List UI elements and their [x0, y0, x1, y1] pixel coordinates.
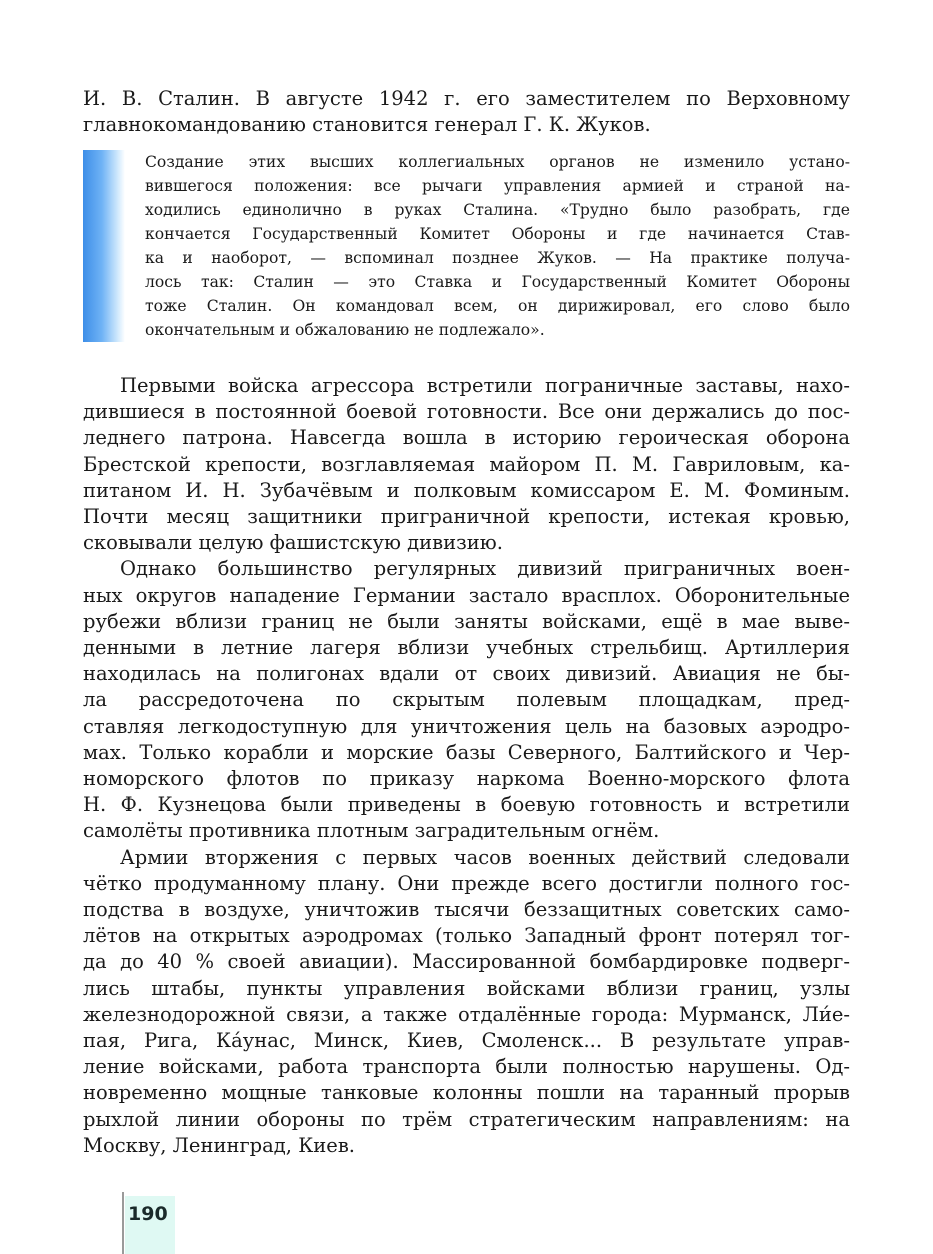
text-line: питаном И. Н. Зубачёвым и полковым комиссаром Е. М. Фоминым.: [83, 478, 850, 502]
quote-box: [83, 150, 850, 342]
quote-text: [145, 150, 850, 342]
text-line: окончательным и обжалованию не подлежало».: [145, 321, 545, 339]
text-line: новременно мощные танковые колонны пошли на таранный прорыв: [83, 1081, 850, 1105]
text-line: И. В. Сталин. В августе 1942 г. его заместителем по Верховному: [83, 87, 850, 110]
text-line: номорского флотов по приказу наркома Военно-морского флота: [83, 767, 850, 791]
intro-text: [83, 86, 850, 138]
text-line: пая, Рига, Ка́унас, Минск, Киев, Смоленск... В результате управ-: [83, 1029, 850, 1053]
text-line: железнодорожной связи, а также отдалённые города: Мурманск, Ли́е-: [83, 1002, 850, 1026]
page-margin-line: [122, 1192, 124, 1254]
text-line: Н. Ф. Кузнецова были приведены в боевую готовность и встретили: [83, 793, 850, 817]
text-line: Армии вторжения с первых часов военных действий следовали: [120, 845, 850, 869]
text-line: ных округов нападение Германии застало врасплох. Оборонительные: [83, 583, 850, 607]
text-line: находилась на полигонах вдали от своих дивизий. Авиация не бы-: [83, 662, 850, 686]
text-line: Почти месяц защитники приграничной крепости, истекая кровью,: [83, 505, 850, 529]
text-line: леднего патрона. Навсегда вошла в историю героическая оборона: [83, 426, 850, 450]
page-number: 190: [128, 1203, 168, 1225]
text-line: Москву, Ленинград, Киев.: [83, 1133, 356, 1157]
text-line: главнокомандованию становится генерал Г. К. Жуков.: [83, 113, 651, 136]
text-line: Брестской крепости, возглавляемая майором П. М. Гавриловым, ка-: [83, 452, 850, 476]
text-line: ление войсками, работа транспорта были полностью нарушены. Од-: [83, 1055, 850, 1079]
text-line: ставляя легкодоступную для уничтожения цель на базовых аэродро-: [83, 714, 850, 738]
paragraph: [83, 845, 850, 1159]
paragraph: [83, 556, 850, 844]
text-line: кончается Государственный Комитет Обороны и где начинается Став-: [145, 225, 850, 243]
text-line: лись штабы, пункты управления войсками вблизи границ, узлы: [83, 976, 850, 1000]
text-line: Первыми войска агрессора встретили пограничные заставы, нахо-: [120, 374, 850, 397]
text-line: самолёты противника плотным заградительным огнём.: [83, 819, 660, 843]
quote-accent-bar: [83, 150, 125, 342]
text-line: сковывали целую фашистскую дивизию.: [83, 531, 503, 555]
text-line: дившиеся в постоянной боевой готовности. Все они держались до пос-: [83, 400, 850, 424]
text-line: мах. Только корабли и морские базы Северного, Балтийского и Чер-: [83, 740, 850, 764]
text-line: рубежи вблизи границ не были заняты войсками, ещё в мае выве-: [83, 609, 850, 633]
text-line: лось так: Сталин — это Ставка и Государственный Комитет Обороны: [145, 273, 850, 291]
text-line: ка и наоборот, — вспоминал позднее Жуков. — На практике получа-: [145, 249, 850, 267]
text-line: рыхлой линии обороны по трём стратегическим направлениям: на: [83, 1107, 850, 1131]
text-line: лётов на открытых аэродромах (только Западный фронт потерял тог-: [83, 924, 850, 948]
text-line: да до 40 % своей авиации). Массированной бомбардировке подверг-: [83, 950, 850, 974]
text-line: вившегося положения: все рычаги управления армией и страной на-: [145, 177, 850, 195]
main-text: [83, 373, 850, 1159]
text-line: денными в летние лагеря вблизи учебных стрельбищ. Артиллерия: [83, 636, 850, 660]
text-line: чётко продуманному плану. Они прежде всего достигли полного гос-: [83, 871, 850, 895]
text-line: ла рассредоточена по скрытым полевым площадкам, пред-: [83, 688, 850, 712]
text-line: Однако большинство регулярных дивизий приграничных воен-: [120, 557, 850, 581]
text-line: подства в воздухе, уничтожив тысячи беззащитных советских само-: [83, 898, 850, 922]
paragraph: [83, 373, 850, 556]
text-line: Создание этих высших коллегиальных органов не изменило устано-: [145, 153, 850, 171]
text-line: тоже Сталин. Он командовал всем, он дирижировал, его слово было: [145, 297, 850, 315]
text-line: ходились единолично в руках Сталина. «Трудно было разобрать, где: [145, 201, 850, 219]
